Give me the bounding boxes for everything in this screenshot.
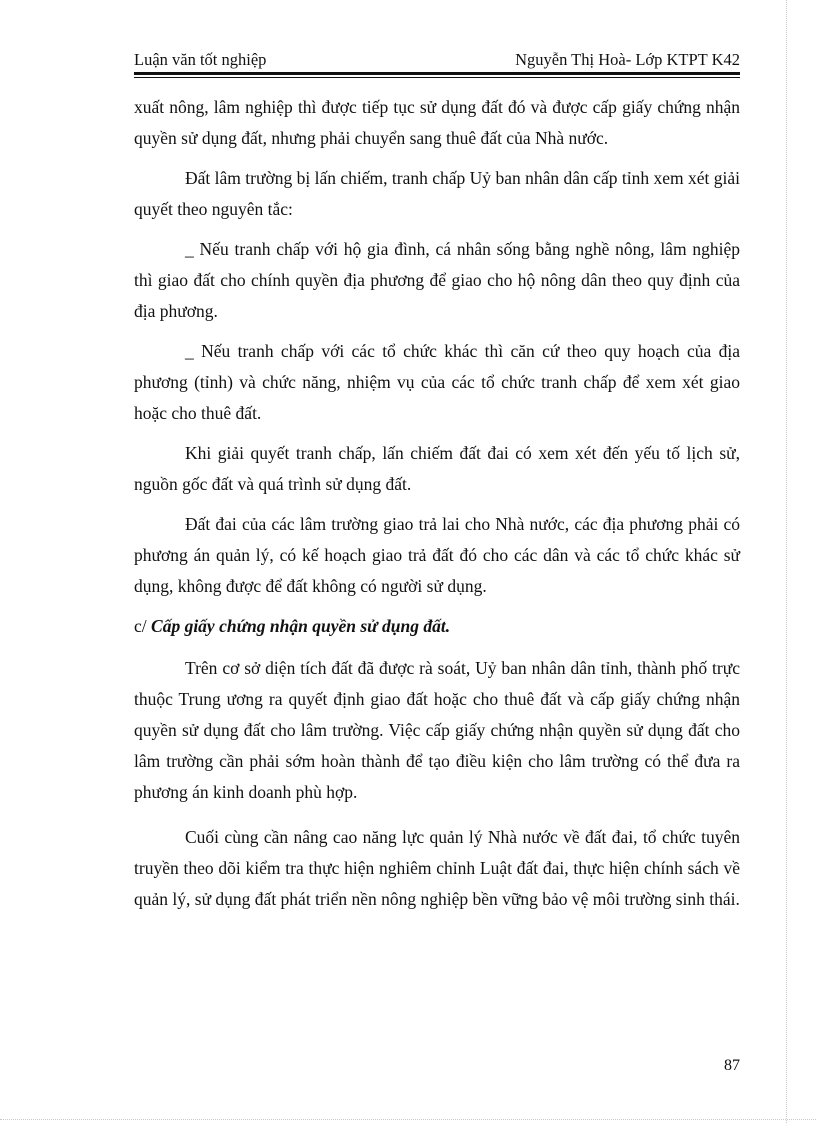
- paragraph-organization-dispute: _ Nếu tranh chấp với các tổ chức khác thì căn cứ theo quy hoạch của địa phương (tỉnh) và chức năng, nhiệm vụ của các tổ chức tranh chấp để xem xét giao hoặc cho thuê đất.: [134, 341, 740, 423]
- section-heading: [134, 611, 740, 642]
- paragraph-household-dispute: _ Nếu tranh chấp với hộ gia đình, cá nhân sống bằng nghề nông, lâm nghiệp thì giao đất cho chính quyền địa phương để giao cho hộ nông dân theo quy định của địa phương.: [134, 239, 740, 321]
- paragraph-encroachment: Đất lâm trường bị lấn chiếm, tranh chấp Uỷ ban nhân dân cấp tỉnh xem xét giải quyết theo nguyên tắc:: [134, 168, 740, 219]
- header-author-class: Nguyễn Thị Hoà- Lớp KTPT K42: [515, 50, 740, 69]
- header-rule-thin: [134, 77, 740, 78]
- page-frame-bottom-border: [0, 1119, 816, 1120]
- paragraph-continued: xuất nông, lâm nghiệp thì được tiếp tục sử dụng đất đó và được cấp giấy chứng nhận quyền sử dụng đất, nhưng phải chuyển sang thuê đất của Nhà nước.: [134, 97, 740, 148]
- paragraph-certificate-issuance: Trên cơ sở diện tích đất đã được rà soát, Uỷ ban nhân dân tỉnh, thành phố trực thuộc Trung ương ra quyết định giao đất hoặc cho thuê đất và cấp giấy chứng nhận quyền sử dụng đất cho lâm trường. Việc cấp giấy chứng nhận quyền sử dụng đất cho lâm trường cần phải sớm hoàn thành để tạo điều kiện cho lâm trường có thể đưa ra phương án kinh doanh phù hợp.: [134, 658, 740, 802]
- header-thesis-label: Luận văn tốt nghiệp: [134, 50, 267, 69]
- paragraph-land-return: Đất đai của các lâm trường giao trả lai cho Nhà nước, các địa phương phải có phương án quản lý, có kế hoạch giao trả đất đó cho các dân và các tổ chức khác sử dụng, không được để đất không có người sử dụng.: [134, 514, 740, 596]
- page-frame-right-border: [786, 0, 787, 1123]
- section-heading-marker: c/: [134, 616, 147, 636]
- page-header: [134, 50, 740, 72]
- header-rule-thick: [134, 72, 740, 75]
- paragraph-resolution-factors: Khi giải quyết tranh chấp, lấn chiếm đất đai có xem xét đến yếu tố lịch sử, nguồn gốc đất và quá trình sử dụng đất.: [134, 443, 740, 494]
- section-heading-title: Cấp giấy chứng nhận quyền sử dụng đất.: [151, 616, 451, 636]
- page-number: 87: [724, 1057, 740, 1074]
- page-body: [134, 92, 740, 924]
- paragraph-conclusion: Cuối cùng cần nâng cao năng lực quản lý Nhà nước về đất đai, tổ chức tuyên truyền theo dõi kiểm tra thực hiện nghiêm chỉnh Luật đất đai, thực hiện chính sách về quản lý, sử dụng đất phát triển nền nông nghiệp bền vững bảo vệ môi trường sinh thái.: [134, 827, 740, 909]
